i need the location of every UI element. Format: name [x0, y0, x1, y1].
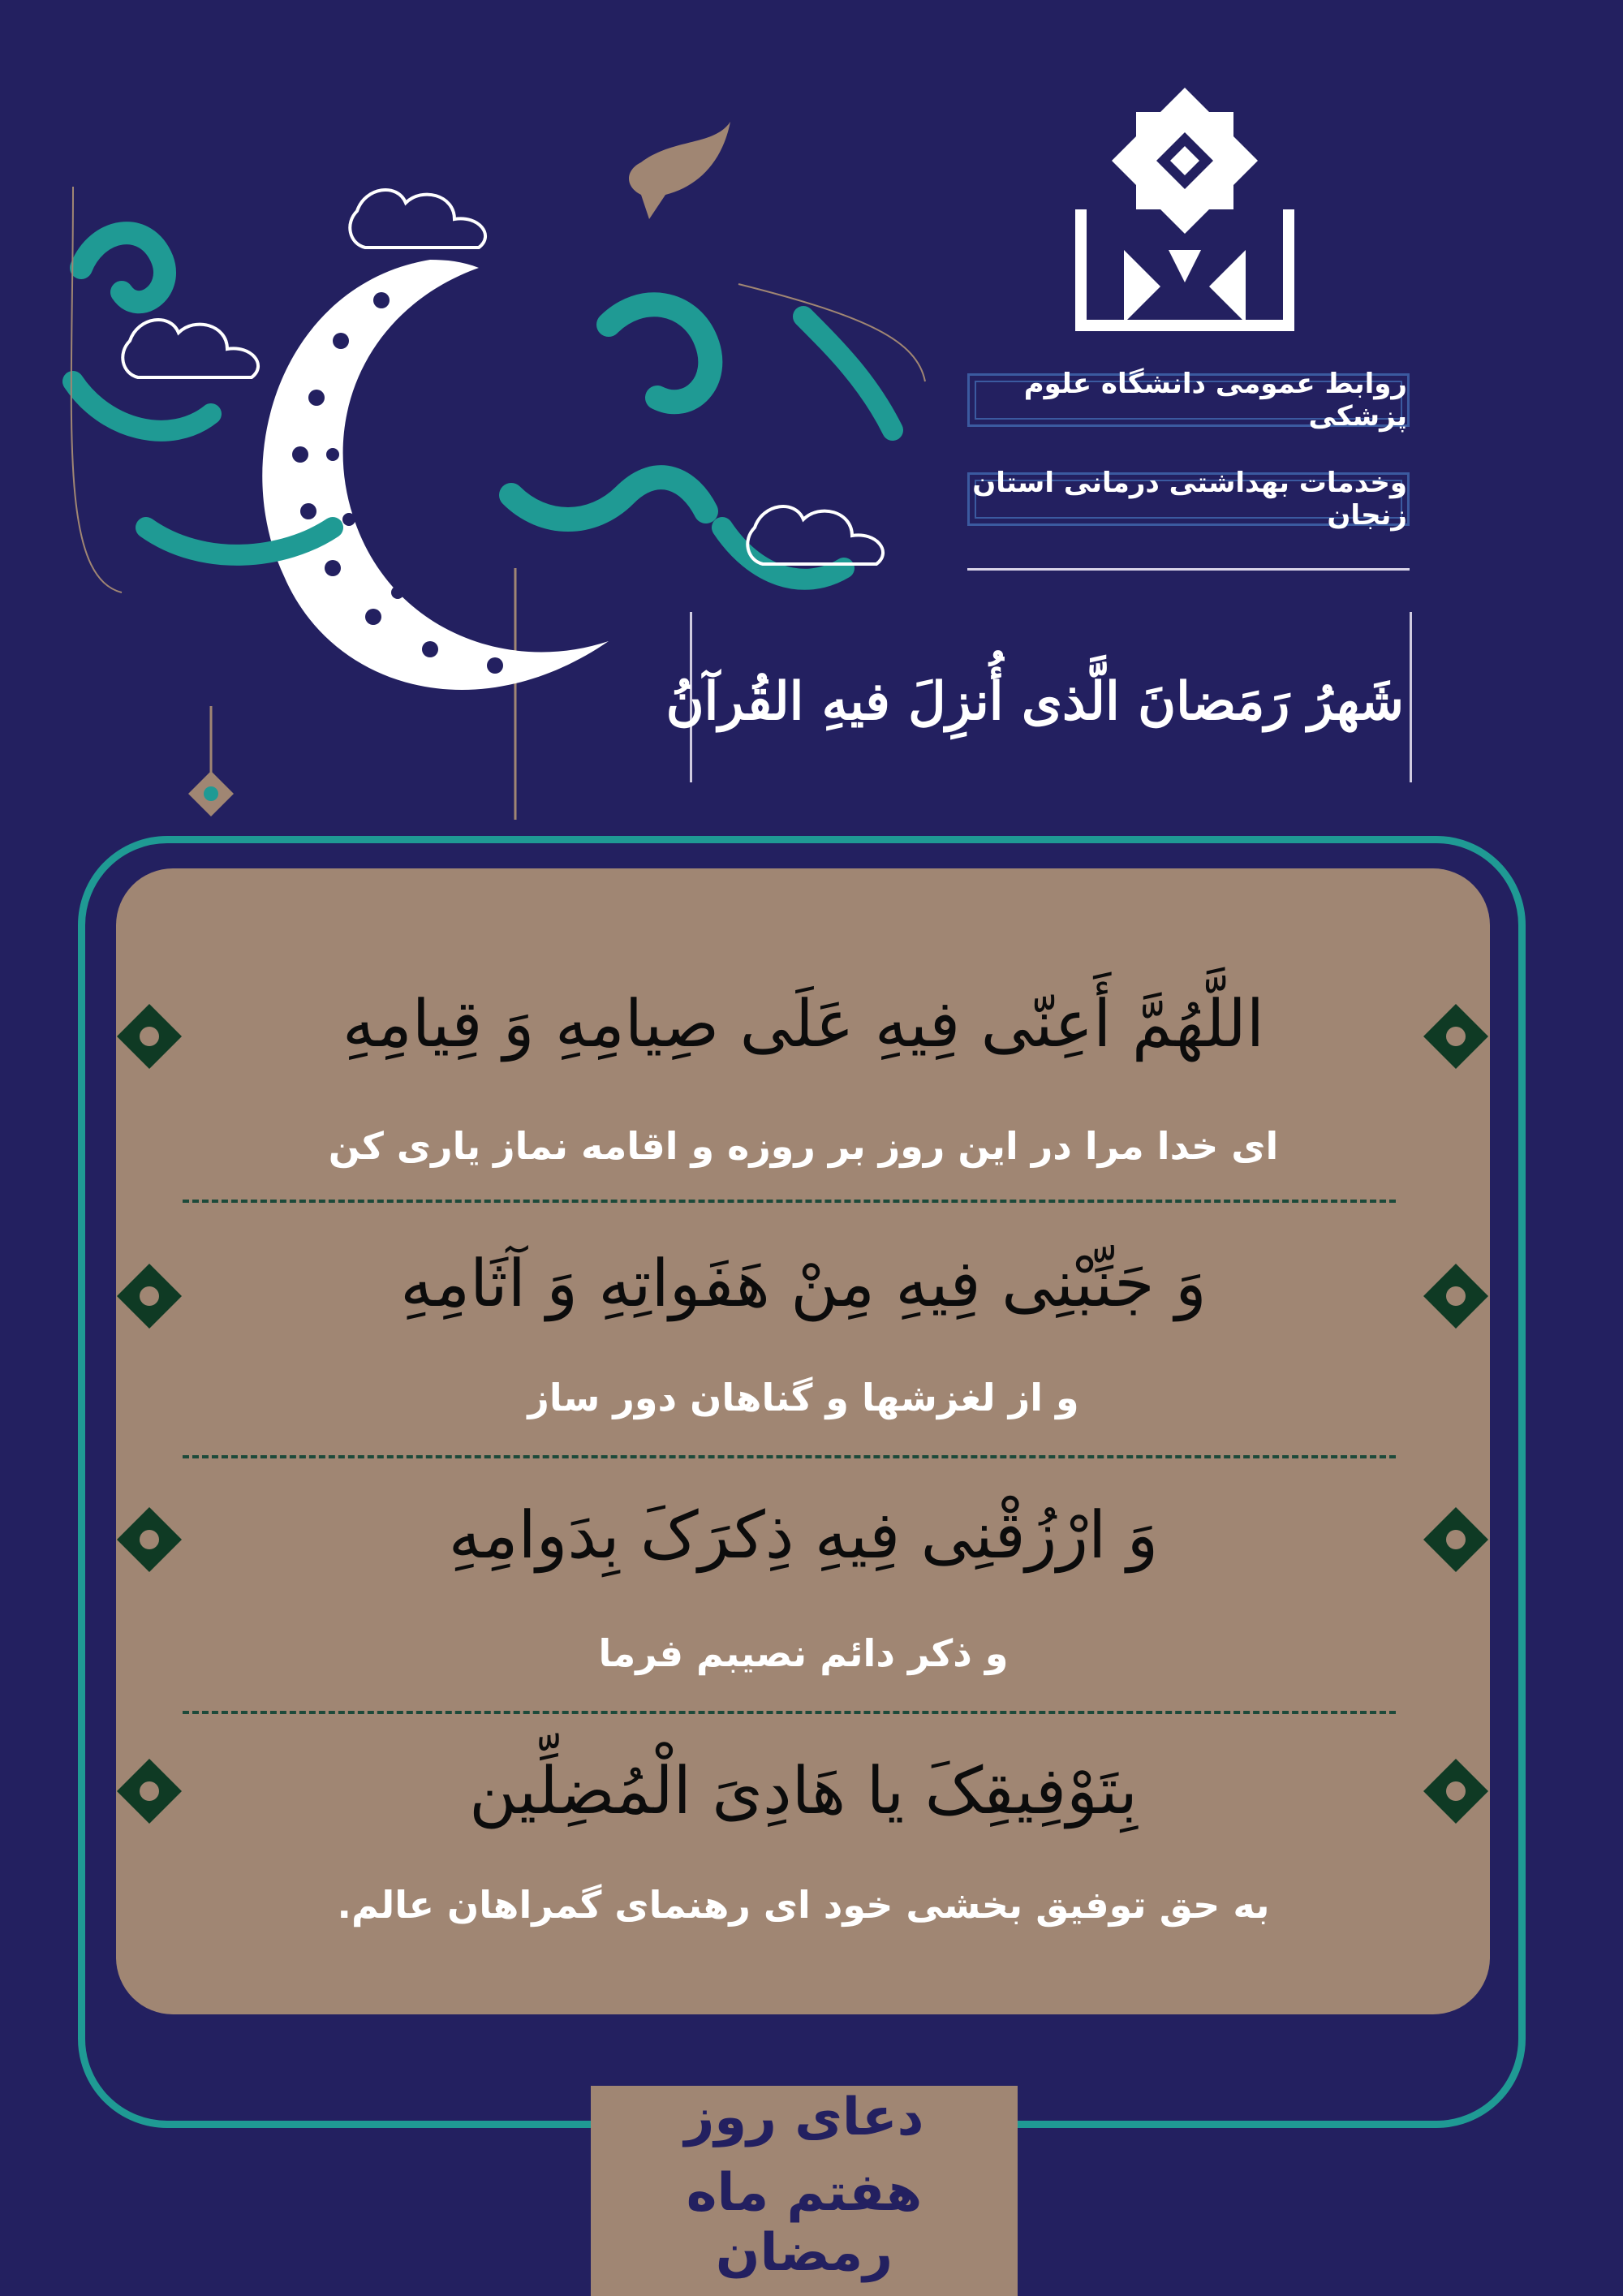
- translation-line-3: و ذکر دائم نصیبم فرما: [598, 1631, 1009, 1675]
- diamond-ornament-icon: [114, 1001, 185, 1072]
- divider-3: [183, 1711, 1396, 1714]
- diamond-ornament-icon: [114, 1504, 185, 1575]
- prayer-line-4: بِتَوْفِیقِکَ یا هَادِیَ الْمُضِلِّین: [469, 1753, 1138, 1829]
- diamond-ornament-icon: [114, 1755, 185, 1827]
- translation-line-2: و از لغزشها و گناهان دور ساز: [527, 1376, 1079, 1419]
- diamond-ornament-icon: [114, 1260, 185, 1332]
- org-name-line1: روابط عمومی دانشگاه علوم پزشکی: [967, 373, 1410, 427]
- quran-verse-calligraphy: شَهرُ رَمَضانَ الَّذی أُنزِلَ فیهِ القُرآنُ: [665, 671, 1404, 732]
- divider-1: [183, 1200, 1396, 1203]
- footer-title-line1: دعای روز: [684, 2087, 924, 2147]
- university-logo: [1075, 88, 1294, 331]
- prayer-line-2: وَ جَنِّبْنِی فِیهِ مِنْ هَفَواتِهِ وَ آثَامِهِ: [400, 1246, 1207, 1321]
- translation-line-4: به حق توفیق بخشی خود ای رهنمای گمراهان عالم.: [337, 1883, 1270, 1927]
- footer-title-line2: هفتم ماه رمضان: [686, 2163, 923, 2283]
- diamond-ornament-icon: [1420, 1260, 1492, 1332]
- diamond-ornament-icon: [1420, 1755, 1492, 1827]
- divider-2: [183, 1455, 1396, 1458]
- header-divider: [967, 568, 1410, 571]
- diamond-ornament-icon: [1420, 1504, 1492, 1575]
- diamond-ornament-icon: [1420, 1001, 1492, 1072]
- org-name-line2: وخدمات بهداشتی درمانی استان زنجان: [967, 472, 1410, 526]
- translation-line-1: ای خدا مرا در این روز بر روزه و اقامه نماز یاری کن: [328, 1124, 1279, 1168]
- prayer-line-3: وَ ارْزُقْنِی فِیهِ ذِکرَکَ بِدَوامِهِ: [448, 1497, 1159, 1573]
- prayer-line-1: اللَّهُمَّ أَعِنّی فِیهِ عَلَی صِیامِهِ وَ قِیامِهِ: [342, 986, 1265, 1062]
- ramadan-crescent-artwork: [24, 73, 933, 820]
